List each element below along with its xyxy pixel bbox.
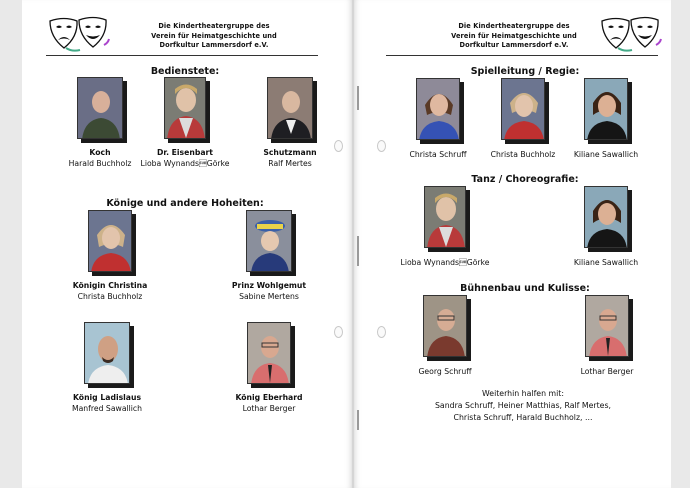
- section-title-stage: Bühnenbau und Kulisse:: [460, 283, 590, 294]
- punch-hole: [377, 140, 386, 152]
- crew-member: [395, 186, 495, 267]
- actor-name: Christa Buchholz: [77, 292, 143, 301]
- role-label: König Ladislaus: [72, 393, 142, 402]
- theater-masks-logo: [598, 15, 662, 53]
- punch-hole: [334, 326, 343, 338]
- header-line: Verein für Heimatgeschichte und: [151, 31, 277, 40]
- portrait-photo: [77, 77, 123, 139]
- page-fold: [352, 0, 354, 488]
- actor-name: Lioba WynandsGörke: [140, 159, 230, 168]
- cast-member: [240, 77, 340, 168]
- portrait-photo: [416, 78, 460, 140]
- theater-masks-logo: [46, 15, 110, 53]
- actor-name: Sabine Mertens: [239, 292, 299, 301]
- header-text: [110, 22, 318, 51]
- role-label: Prinz Wohlgemut: [231, 281, 307, 290]
- portrait-photo: [585, 295, 629, 357]
- crew-name: Georg Schruff: [418, 367, 472, 376]
- section-title-dance: Tanz / Choreografie:: [471, 174, 579, 185]
- helpers-title: Weiterhin halfen mit:: [482, 389, 564, 398]
- crew-member: [557, 295, 657, 376]
- actor-name: Manfred Sawallich: [71, 404, 143, 413]
- portrait-photo: [424, 186, 466, 248]
- crew-name: Lioba WynandsGörke: [400, 258, 490, 267]
- header-line: Die Kindertheatergruppe des: [158, 22, 270, 30]
- portrait-photo: [584, 78, 628, 140]
- staple: [357, 86, 359, 110]
- header-line: Dorfkultur Lammersdorf e.V.: [159, 41, 269, 49]
- crew-name: Christa Buchholz: [490, 150, 556, 159]
- crew-member: [556, 186, 656, 267]
- cast-member: [60, 210, 160, 301]
- staple: [357, 236, 359, 266]
- staple: [357, 410, 359, 430]
- helpers-line: Christa Schruff, Harald Buchholz, ...: [453, 413, 593, 422]
- portrait-photo: [88, 210, 132, 272]
- crew-name: Lothar Berger: [580, 367, 634, 376]
- crew-name: Christa Schruff: [409, 150, 467, 159]
- role-label: Schutzmann: [263, 148, 317, 157]
- header-rule: [386, 55, 658, 56]
- header-rule: [46, 55, 318, 56]
- crew-member: [395, 295, 495, 376]
- portrait-photo: [267, 77, 313, 139]
- actor-name: Harald Buchholz: [68, 159, 132, 168]
- header-line: Verein für Heimatgeschichte und: [451, 31, 577, 40]
- crew-name: Kiliane Sawallich: [573, 150, 639, 159]
- portrait-photo: [501, 78, 545, 140]
- portrait-photo: [164, 77, 206, 139]
- portrait-photo: [423, 295, 467, 357]
- role-label: Dr. Eisenbart: [157, 148, 213, 157]
- crew-member: [556, 78, 656, 159]
- portrait-photo: [584, 186, 628, 248]
- role-label: Koch: [89, 148, 111, 157]
- actor-name: Ralf Mertes: [268, 159, 312, 168]
- portrait-photo: [247, 322, 291, 384]
- portrait-photo: [246, 210, 292, 272]
- actor-name: Lothar Berger: [242, 404, 296, 413]
- role-label: Königin Christina: [72, 281, 148, 290]
- portrait-photo: [84, 322, 130, 384]
- section-title-royals: Könige und andere Hoheiten:: [106, 198, 264, 209]
- header-line: Dorfkultur Lammersdorf e.V.: [459, 41, 569, 49]
- helpers-line: Sandra Schruff, Heiner Matthias, Ralf Mertes,: [434, 401, 612, 410]
- punch-hole: [377, 326, 386, 338]
- helpers-block: [392, 388, 654, 424]
- section-title-direction: Spielleitung / Regie:: [470, 66, 580, 77]
- cast-member: [219, 322, 319, 413]
- crew-name: Kiliane Sawallich: [573, 258, 639, 267]
- role-label: König Eberhard: [235, 393, 303, 402]
- section-title-staff: Bedienstete:: [150, 66, 220, 77]
- header-text: [410, 22, 618, 51]
- cast-member: [135, 77, 235, 168]
- header-line: Die Kindertheatergruppe des: [458, 22, 570, 30]
- cast-member: [219, 210, 319, 301]
- cast-member: [57, 322, 157, 413]
